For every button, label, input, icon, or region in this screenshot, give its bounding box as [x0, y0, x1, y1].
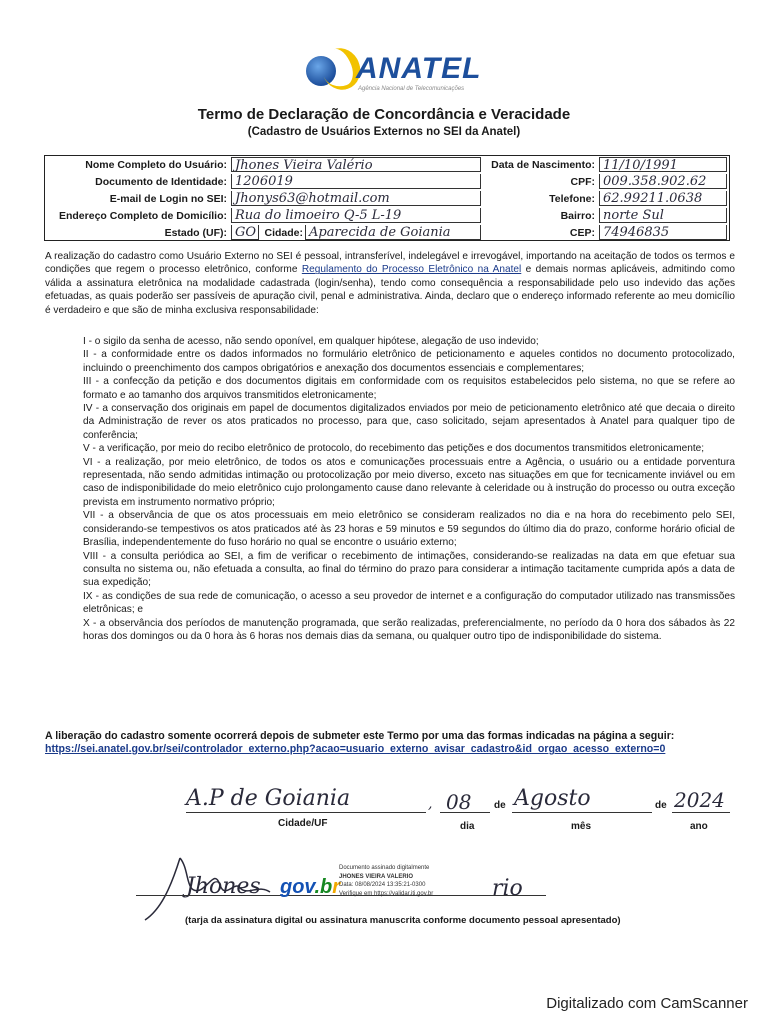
label-cpf: CPF:	[570, 176, 595, 188]
document-title: Termo de Declaração de Concordância e Veracidade	[197, 106, 571, 123]
list-item: VII - a observância de que os atos processuais em meio eletrônico se consideram realizados no dia e na hora do recebimento pelo SEI, considerando-se tempestivos os atos praticados até às 23 horas e 59 minutos e 59 segundos do último dia do prazo, conforme horário oficial de Brasília, independentemente do fuso horário no qual se encontre o usuário externo;	[83, 510, 735, 549]
logo-tagline: Agência Nacional de Telecomunicações	[358, 86, 465, 92]
signature-footnote: (tarja da assinatura digital ou assinatura manuscrita conforme documento pessoal apresentado)	[185, 915, 621, 926]
form-row-address	[45, 208, 729, 225]
handwritten-month: Agosto	[514, 786, 591, 811]
label-month: mês	[571, 821, 592, 832]
form-row-name	[45, 157, 729, 174]
label-birth: Data de Nascimento:	[491, 159, 595, 171]
label-cep: CEP:	[569, 227, 595, 239]
release-text: A liberação do cadastro somente ocorrerá depois de submeter este Termo por uma das formas indicadas na página a seguir:	[45, 730, 675, 742]
label-phone: Telefone:	[549, 193, 595, 205]
form-row-state	[45, 225, 729, 242]
field-cpf[interactable]: 009.358.902.62	[599, 174, 727, 189]
list-item: VI - a realização, por meio eletrônico, de todos os atos e comunicações processuais entre a Agência, o usuário ou a entidade porventura representada, não sendo admitidas intimação ou protocolização por meio diverso, exceto nas situações em que for tecnicamente inviável ou em caso de indisponibilidade do meio eletrônico cujo prolongamento cause dano relevante à celeridade ou à instrução do processo ou outra exceção prevista em instrumento normativo próprio;	[83, 456, 735, 508]
stamp-line: JHONES VIEIRA VALERIO	[339, 873, 414, 880]
stamp-line: Documento assinado digitalmente	[339, 865, 430, 871]
paragraph-text-2: e demais normas aplicáveis, admitindo como válida a assinatura eletrônica na modalidade cadastrada (login/senha), tendo como consequência a responsabilidade pelo uso indevido das ações efetuadas, as quais poderão ser passíveis de apuração civil, penal e administrativa. Ainda, declaro que o endereço informado referente ao meu domicílio é verdadeiro e que são de minha exclusiva responsabilidade:	[45, 264, 735, 316]
label-day: dia	[460, 821, 475, 832]
paragraph-text-1: A realização do cadastro como Usuário Externo no SEI é pessoal, intransferível, indelegável e irrevogável, importando na aceitação de todos os termos e condições que regem o processo eletrônico, conforme	[45, 251, 735, 276]
list-item: IX - as condições de sua rede de comunicação, o acesso a seu provedor de internet e a configuração do computador utilizado nas transmissões eletrônicas; e	[83, 590, 735, 616]
field-id-doc[interactable]: 1206019	[231, 174, 481, 189]
label-state: Estado (UF):	[164, 227, 227, 239]
field-district[interactable]: norte Sul	[599, 208, 727, 223]
stamp-line: Verifique em https://validar.iti.gov.br	[339, 890, 434, 897]
document-subtitle: (Cadastro de Usuários Externos no SEI da Anatel)	[247, 126, 521, 138]
list-item: X - a observância dos períodos de manutenção programada, que serão realizadas, preferencialmente, no período da 0 hora dos sábados às 22 horas dos domingos ou da 0 hora às 6 horas nos demais dias da semana, ou qualquer outro tipo de indisponibilidade do sistema.	[83, 617, 735, 642]
date-sep: ,	[428, 796, 433, 812]
label-district: Bairro:	[560, 210, 595, 222]
list-item: II - a conformidade entre os dados informados no formulário eletrônico de peticionamento e aqueles contidos no documento protocolizado, incluindo o preenchimento dos campos obrigatórios e anexação dos documentos essenciais e complementares;	[83, 349, 735, 374]
logo-wordmark: ANATEL	[356, 52, 482, 85]
de-label-2: de	[655, 800, 667, 811]
anatel-logo	[300, 46, 480, 96]
label-city-uf: Cidade/UF	[278, 818, 328, 829]
handwritten-day: 08	[446, 790, 472, 814]
field-cep[interactable]: 74946835	[599, 225, 727, 240]
responsibility-list	[83, 335, 735, 643]
label-id-doc: Documento de Identidade:	[95, 176, 227, 188]
field-address[interactable]: Rua do limoeiro Q-5 L-19	[231, 208, 481, 223]
field-state[interactable]: GO	[231, 225, 259, 240]
label-year: ano	[690, 821, 708, 832]
field-phone[interactable]: 62.99211.0638	[599, 191, 727, 206]
form-row-id	[45, 174, 729, 191]
handwritten-year: 2024	[674, 788, 725, 812]
label-address: Endereço Completo de Domicílio:	[58, 210, 227, 222]
release-note	[45, 730, 735, 756]
field-email[interactable]: Jhonys63@hotmail.com	[231, 191, 481, 206]
release-url-link[interactable]: https://sei.anatel.gov.br/sei/controlador_externo.php?acao=usuario_externo_avisar_cadastro&id_orgao_acesso_externo=0	[45, 743, 666, 755]
stamp-line: Data: 08/08/2024 13:35:21-0300	[339, 882, 426, 888]
de-label-1: de	[494, 800, 506, 811]
user-data-form	[44, 155, 730, 241]
field-name[interactable]: Jhones Vieira Valério	[231, 157, 481, 172]
list-item: V - a verificação, por meio do recibo eletrônico de protocolo, do recebimento das petições e dos documentos transmitidos eletronicamente;	[83, 443, 705, 455]
govbr-logo: gov.br	[280, 876, 341, 898]
field-city[interactable]: Aparecida de Goiania	[305, 225, 481, 240]
handwritten-extra: rio	[492, 876, 523, 901]
month-underline	[512, 812, 652, 813]
camscanner-watermark: Digitalizado com CamScanner	[546, 995, 748, 1012]
day-underline	[440, 812, 490, 813]
handwritten-signature: Jhones	[186, 874, 261, 899]
list-item: III - a confecção da petição e dos documentos digitais em conformidade com os requisitos estabelecidos pelo sistema, no que se refere ao formato e ao tamanho dos arquivos transmitidos eletronicamente;	[83, 376, 735, 401]
field-birth[interactable]: 11/10/1991	[599, 157, 727, 172]
digital-signature-stamp	[339, 864, 433, 898]
handwritten-city: A.P de Goiania	[186, 786, 351, 811]
list-item: VIII - a consulta periódica ao SEI, a fim de verificar o recebimento de intimações, considerando-se realizadas na data em que efetuar sua consulta no sistema ou, não efetuada a consulta, ao final do término do prazo para considerar a intimação tacitamente cumprida após a data de sua expedição;	[83, 550, 735, 589]
label-email: E-mail de Login no SEI:	[109, 193, 227, 205]
label-name: Nome Completo do Usuário:	[85, 159, 227, 171]
label-city: Cidade:	[264, 227, 303, 239]
year-underline	[672, 812, 730, 813]
list-item: IV - a conservação dos originais em papel de documentos digitalizados enviados por meio de peticionamento eletrônico até que decaia o direito da Administração de rever os atos praticados no processo, para que, caso solicitado, sejam apresentados à Anatel para qualquer tipo de conferência;	[83, 403, 735, 441]
regulation-link[interactable]: Regulamento do Processo Eletrônico na Anatel	[301, 264, 522, 276]
list-item: I - o sigilo da senha de acesso, não sendo oponível, em qualquer hipótese, alegação de uso indevido;	[83, 336, 539, 347]
city-underline	[186, 812, 426, 813]
declaration-paragraph	[45, 250, 735, 317]
form-row-email	[45, 191, 729, 208]
